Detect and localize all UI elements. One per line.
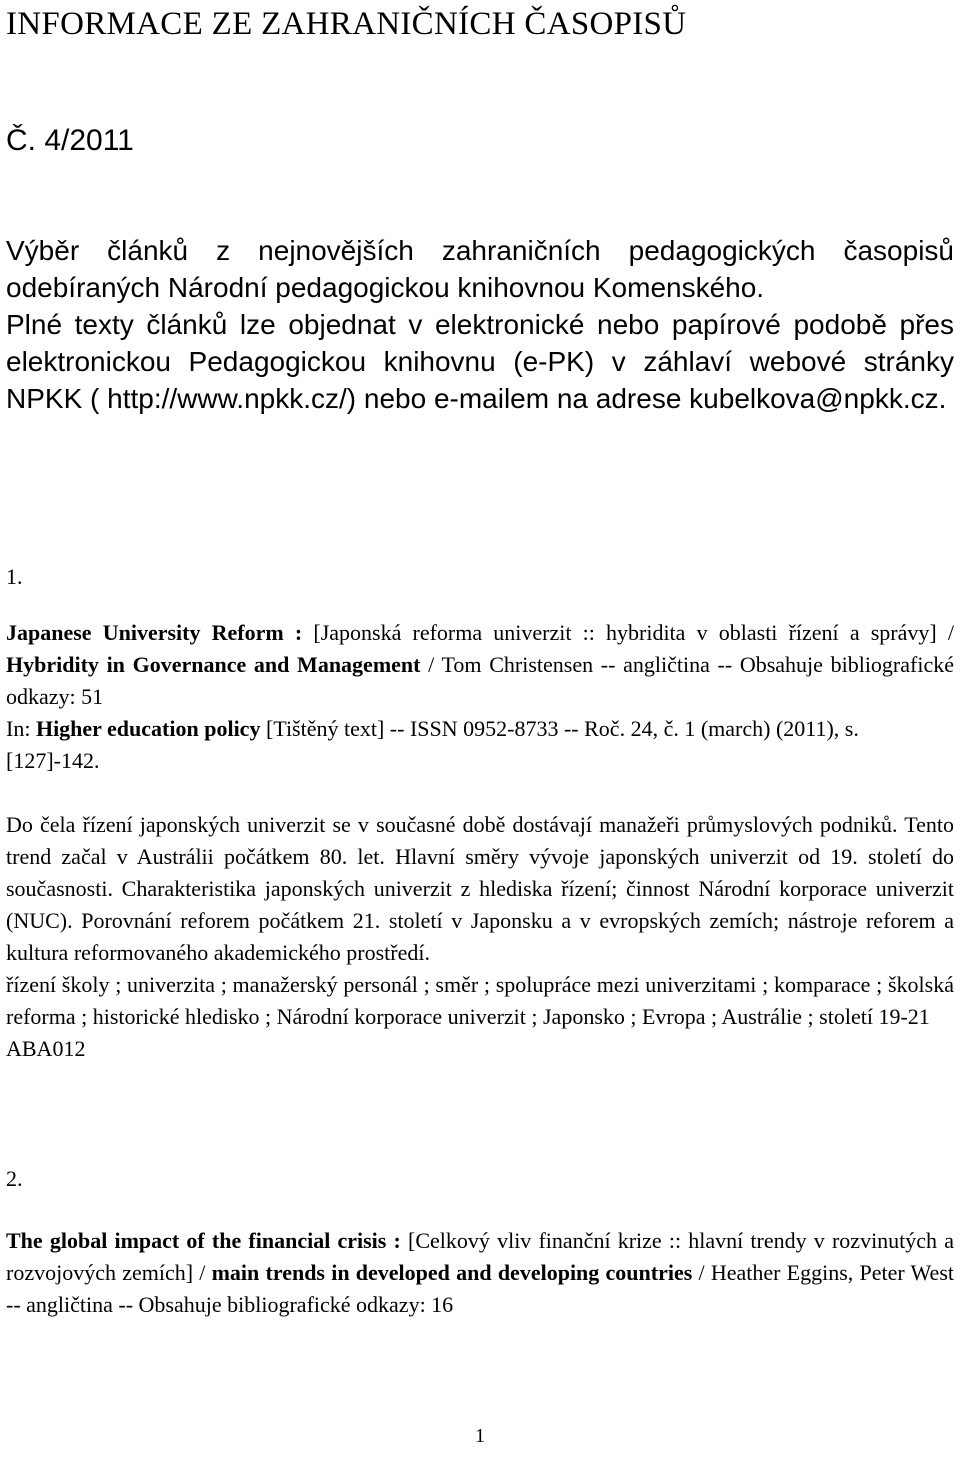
article-title: Japanese University Reform :	[6, 620, 303, 645]
article-subtitle: Hybridity in Governance and Management	[6, 652, 421, 677]
source-prefix: In:	[6, 716, 36, 741]
article-annotation	[6, 809, 954, 1065]
intro-selection-text: Výběr článků z nejnovějších zahraničních pedagogických časopisů odebíraných Národní pedagogickou knihovnou Komenského.	[6, 235, 954, 303]
article-code: ABA012	[6, 1036, 86, 1061]
article-authors: / Heather Eggins, Peter West -- angličtina -- Obsahuje bibliografické odkazy: 16	[6, 1260, 954, 1317]
article-source	[6, 713, 954, 777]
article-record	[6, 617, 954, 777]
issue-number: Č. 4/2011	[6, 124, 134, 157]
article-title: The global impact of the financial crisis :	[6, 1228, 401, 1253]
article-citation	[6, 617, 954, 713]
article-translated-title: [Japonská reforma univerzit :: hybridita v oblasti řízení a správy] /	[302, 620, 954, 645]
article-citation	[6, 1225, 954, 1321]
article-number: 2.	[6, 1166, 23, 1191]
article-abstract: Do čela řízení japonských univerzit se v současné době dostávají manažeři průmyslových podniků. Tento trend začal v Austrálii počátkem 80. let. Hlavní směry vývoje japonských univerzit od 19. století do současnosti. Charakteristika japonských univerzit z hlediska řízení; činnost Národní korporace univerzit (NUC). Porovnání reforem počátkem 21. století v Japonsku a v evropských zemích; nástroje reforem a kultura reformovaného akademického prostředí.	[6, 812, 954, 965]
journal-title: Higher education policy	[35, 716, 261, 741]
article-record	[6, 1225, 954, 1321]
article-number: 1.	[6, 564, 23, 589]
intro-section	[6, 232, 954, 417]
page-title: INFORMACE ZE ZAHRANIČNÍCH ČASOPISŮ	[6, 6, 687, 42]
source-details: [Tištěný text] -- ISSN 0952-8733 -- Roč. 24, č. 1 (march) (2011), s. [127]-142.	[6, 716, 859, 773]
article-subtitle: main trends in developed and developing countries	[211, 1260, 693, 1285]
article-authors: / Tom Christensen -- angličtina -- Obsahuje bibliografické odkazy: 51	[6, 652, 954, 709]
page-number: 1	[475, 1425, 485, 1447]
article-keywords: řízení školy ; univerzita ; manažerský personál ; směr ; spolupráce mezi univerzitami ; komparace ; školská reforma ; historické hledisko ; Národní korporace univerzit ; Japonsko ; Evropa ; Austrálie ; století 19-21	[6, 972, 954, 1029]
article-translated-title: [Celkový vliv finanční krize :: hlavní trendy v rozvinutých a rozvojových zemích] /	[6, 1228, 954, 1285]
intro-ordering-text: Plné texty článků lze objednat v elektronické nebo papírové podobě přes elektronickou Pedagogickou knihovnu (e-PK) v záhlaví webové stránky NPKK ( http://www.npkk.cz/) nebo e-mailem na adrese kubelkova@npkk.cz.	[6, 309, 954, 414]
